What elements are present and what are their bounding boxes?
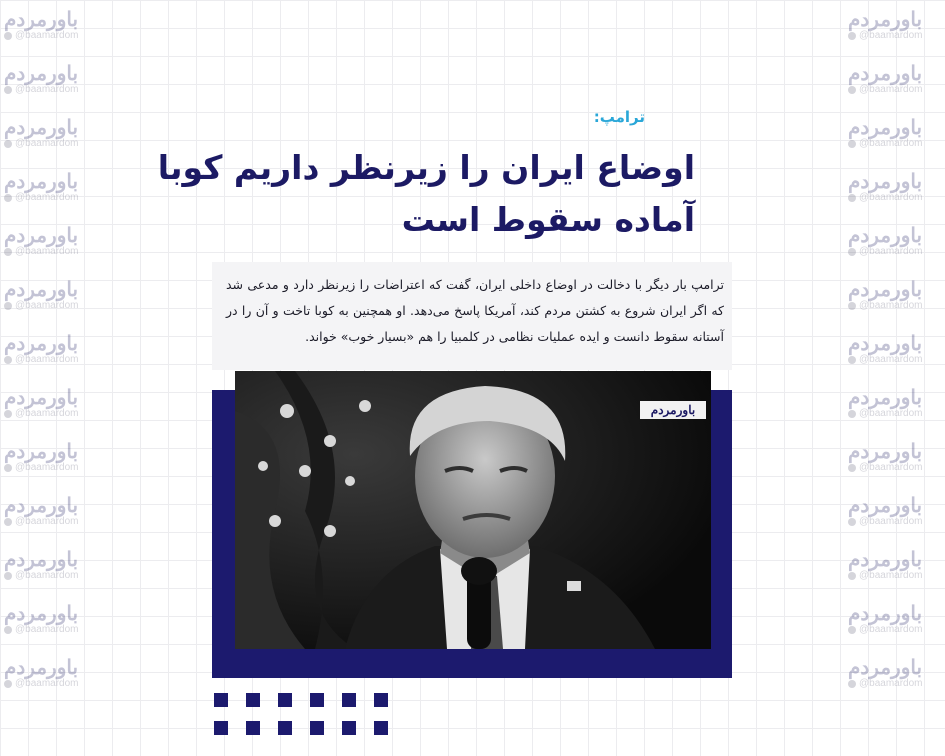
watermark — [4, 440, 104, 482]
watermark-logo: باورمردم — [848, 655, 923, 679]
watermark — [4, 62, 104, 104]
watermark — [848, 332, 945, 374]
decor-square — [342, 721, 356, 735]
social-icon — [4, 356, 12, 364]
social-icon — [848, 464, 856, 472]
decor-square — [246, 721, 260, 735]
watermark-logo: باورمردم — [4, 601, 79, 625]
watermark-handle: @baamardom — [15, 246, 79, 257]
watermark-logo: باورمردم — [848, 547, 923, 571]
watermark-column-right — [848, 8, 945, 698]
watermark-logo: باورمردم — [4, 547, 79, 571]
watermark-handle: @baamardom — [15, 516, 79, 527]
watermark-handle: @baamardom — [859, 462, 923, 473]
watermark-handle: @baamardom — [859, 678, 923, 689]
watermark — [4, 8, 104, 50]
social-icon — [848, 626, 856, 634]
watermark-handle: @baamardom — [15, 138, 79, 149]
watermark-handle: @baamardom — [15, 624, 79, 635]
watermark-logo: باورمردم — [848, 169, 923, 193]
social-icon — [848, 410, 856, 418]
watermark-handle: @baamardom — [15, 354, 79, 365]
watermark — [4, 332, 104, 374]
social-icon — [4, 302, 12, 310]
decor-square — [214, 721, 228, 735]
watermark — [848, 8, 945, 50]
watermark — [4, 602, 104, 644]
social-icon — [4, 626, 12, 634]
watermark-handle: @baamardom — [15, 570, 79, 581]
watermark-handle: @baamardom — [859, 30, 923, 41]
watermark — [4, 278, 104, 320]
watermark-column-left — [4, 8, 104, 698]
watermark-handle: @baamardom — [15, 192, 79, 203]
watermark-handle: @baamardom — [15, 84, 79, 95]
watermark — [848, 170, 945, 212]
watermark-logo: باورمردم — [4, 655, 79, 679]
watermark-logo: باورمردم — [848, 61, 923, 85]
decor-square — [246, 693, 260, 707]
social-icon — [848, 518, 856, 526]
social-icon — [848, 572, 856, 580]
article-photo — [235, 371, 711, 649]
watermark-handle: @baamardom — [859, 354, 923, 365]
watermark-logo: باورمردم — [848, 223, 923, 247]
watermark-handle: @baamardom — [15, 462, 79, 473]
social-icon — [4, 680, 12, 688]
watermark-logo: باورمردم — [4, 439, 79, 463]
decor-square — [374, 721, 388, 735]
article-headline: اوضاع ایران را زیرنظر داریم کوبا آماده سقوط است — [157, 148, 695, 239]
decor-square — [278, 721, 292, 735]
watermark-handle: @baamardom — [859, 300, 923, 311]
watermark-logo: باورمردم — [848, 277, 923, 301]
watermark — [848, 602, 945, 644]
social-icon — [848, 32, 856, 40]
social-icon — [4, 248, 12, 256]
watermark-logo: باورمردم — [4, 223, 79, 247]
watermark-handle: @baamardom — [859, 408, 923, 419]
watermark-logo: باورمردم — [848, 115, 923, 139]
watermark — [848, 386, 945, 428]
watermark-logo: باورمردم — [4, 493, 79, 517]
watermark — [4, 224, 104, 266]
watermark-logo: باورمردم — [4, 385, 79, 409]
watermark-handle: @baamardom — [859, 138, 923, 149]
social-icon — [4, 572, 12, 580]
watermark — [4, 116, 104, 158]
social-icon — [848, 680, 856, 688]
watermark-logo: باورمردم — [4, 331, 79, 355]
social-icon — [848, 248, 856, 256]
social-icon — [4, 86, 12, 94]
watermark-handle: @baamardom — [15, 408, 79, 419]
decor-square — [310, 693, 324, 707]
watermark-logo: باورمردم — [848, 493, 923, 517]
watermark — [848, 224, 945, 266]
watermark-logo: باورمردم — [848, 7, 923, 31]
watermark — [4, 170, 104, 212]
social-icon — [848, 194, 856, 202]
article-lead: ترامپ بار دیگر با دخالت در اوضاع داخلی ایران، گفت که اعتراضات را زیرنظر دارد و مدعی شد که اگر ایران شروع به کشتن مردم کند، آمریکا پاسخ می‌دهد. او همچنین به کوبا تاخت و آن را در آستانه سقوط دانست و ایده عملیات نظامی در کلمبیا را هم «بسیار خوب» خواند. — [226, 277, 724, 344]
watermark — [848, 62, 945, 104]
watermark-logo: باورمردم — [4, 169, 79, 193]
social-icon — [848, 302, 856, 310]
watermark-handle: @baamardom — [15, 300, 79, 311]
social-icon — [4, 140, 12, 148]
social-icon — [4, 32, 12, 40]
watermark-logo: باورمردم — [848, 601, 923, 625]
watermark-handle: @baamardom — [859, 246, 923, 257]
decor-square — [374, 693, 388, 707]
watermark — [4, 548, 104, 590]
watermark-handle: @baamardom — [15, 678, 79, 689]
social-icon — [4, 518, 12, 526]
decor-square — [278, 693, 292, 707]
social-icon — [4, 194, 12, 202]
watermark-logo: باورمردم — [848, 331, 923, 355]
watermark-handle: @baamardom — [859, 570, 923, 581]
watermark-handle: @baamardom — [15, 30, 79, 41]
article-eyebrow: ترامپ: — [593, 108, 645, 126]
watermark-logo: باورمردم — [848, 439, 923, 463]
photo-logo-badge: باورمردم — [640, 401, 706, 419]
watermark-logo: باورمردم — [4, 277, 79, 301]
watermark-logo: باورمردم — [4, 115, 79, 139]
watermark — [848, 656, 945, 698]
decorative-dot-grid — [214, 693, 388, 735]
watermark-handle: @baamardom — [859, 516, 923, 527]
watermark — [4, 494, 104, 536]
watermark — [4, 386, 104, 428]
watermark-logo: باورمردم — [4, 61, 79, 85]
social-icon — [848, 356, 856, 364]
watermark-handle: @baamardom — [859, 624, 923, 635]
watermark — [848, 440, 945, 482]
decor-square — [342, 693, 356, 707]
watermark-logo: باورمردم — [848, 385, 923, 409]
social-icon — [4, 410, 12, 418]
watermark — [848, 494, 945, 536]
watermark — [848, 116, 945, 158]
social-icon — [848, 140, 856, 148]
social-icon — [848, 86, 856, 94]
watermark — [848, 278, 945, 320]
decor-square — [310, 721, 324, 735]
watermark-handle: @baamardom — [859, 192, 923, 203]
social-icon — [4, 464, 12, 472]
watermark — [848, 548, 945, 590]
watermark — [4, 656, 104, 698]
watermark-handle: @baamardom — [859, 84, 923, 95]
watermark-logo: باورمردم — [4, 7, 79, 31]
decor-square — [214, 693, 228, 707]
